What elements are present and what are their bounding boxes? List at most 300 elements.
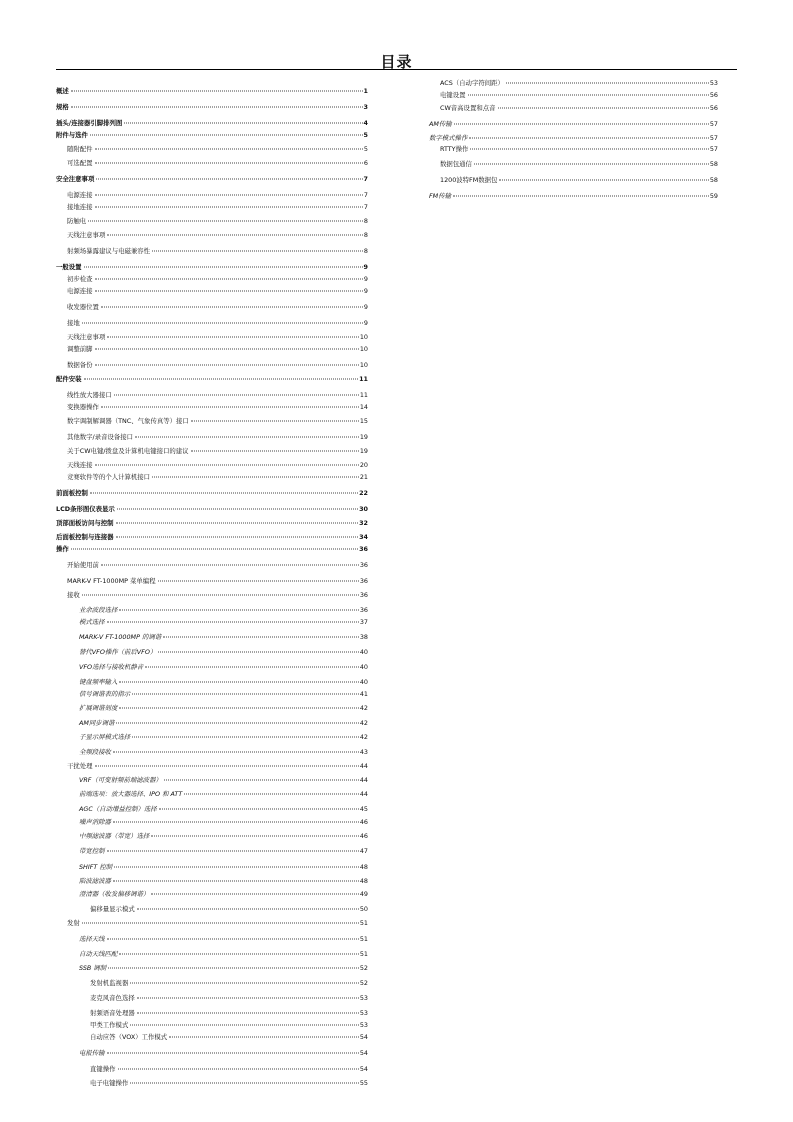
dot-leader [95,365,359,366]
page-title: 目录 [380,53,413,71]
dot-leader [130,1025,359,1026]
toc-entry[interactable] [56,375,368,383]
toc-entry-page-number: 53 [359,1009,368,1017]
toc-entry-page-number: 51 [359,950,368,958]
toc-entry[interactable] [79,890,368,898]
toc-entry-page-number: 40 [359,648,368,656]
toc-entry[interactable] [67,461,368,469]
toc-entry-page-number: 11 [359,375,368,383]
toc-entry-page-number: 51 [359,935,368,943]
toc-entry-label: 关于CW电键/拨盘及计算机电键接口的建议 [67,447,189,455]
toc-entry-label: 陷波滤波器 [79,877,111,885]
toc-entry-label: 1200波特FM数据包 [440,176,498,184]
toc-entry[interactable] [67,159,368,167]
dot-leader [474,164,709,165]
toc-entry[interactable] [440,104,718,112]
toc-entry[interactable] [79,678,368,686]
dot-leader [71,549,358,550]
dot-leader [107,622,359,623]
toc-entry[interactable] [90,1009,368,1017]
dot-leader [137,998,359,999]
toc-entry-label: 电键设置 [440,91,466,99]
toc-entry-page-number: 8 [363,247,368,255]
toc-entry-label: 开始使用前 [67,561,99,569]
toc-entry-label: 电报传输 [79,1049,105,1057]
toc-entry-page-number: 10 [359,333,368,341]
dot-leader [116,523,359,524]
toc-entry-label: 顶部面板访问与控制 [56,519,114,527]
toc-entry-label: 偏移量显示模式 [90,905,135,913]
toc-entry-page-number: 46 [359,818,368,826]
dot-leader [470,149,709,150]
dot-leader [95,279,363,280]
toc-entry[interactable] [79,618,368,626]
toc-entry[interactable] [67,391,368,399]
dot-leader [164,780,359,781]
toc-entry-page-number: 8 [363,231,368,239]
toc-entry-page-number: 8 [363,217,368,225]
toc-entry[interactable] [79,663,368,671]
dot-leader [107,851,359,852]
toc-entry[interactable] [90,1079,368,1087]
toc-entry-label: 业余波段选择 [79,606,118,614]
toc-entry[interactable] [56,119,368,127]
toc-entry-page-number: 15 [359,417,368,425]
toc-entry-label: 麦克风音色选择 [90,994,135,1002]
toc-entry-label: 键盘频率输入 [79,678,118,686]
toc-entry-page-number: 53 [709,79,718,87]
toc-entry[interactable] [429,192,718,200]
toc-entry[interactable] [67,473,368,481]
toc-entry-label: SHIFT 控制 [79,863,113,871]
toc-entry[interactable] [79,805,368,813]
toc-entry[interactable] [79,606,368,614]
toc-entry-page-number: 5 [363,131,368,139]
toc-entry[interactable] [67,919,368,927]
toc-entry[interactable] [67,591,368,599]
toc-entry-page-number: 57 [709,120,718,128]
toc-entry-page-number: 47 [359,847,368,855]
toc-entry-page-number: 9 [363,275,368,283]
toc-entry-page-number: 45 [359,805,368,813]
toc-entry[interactable] [67,417,368,425]
toc-entry-page-number: 42 [359,704,368,712]
toc-entry[interactable] [67,287,368,295]
toc-entry-page-number: 44 [359,776,368,784]
toc-entry-page-number: 36 [359,545,368,553]
toc-entry-page-number: 59 [709,192,718,200]
toc-entry-label: 模式选择 [79,618,105,626]
toc-entry-label: 前面板控制 [56,489,88,497]
toc-entry-page-number: 54 [359,1065,368,1073]
toc-entry-label: VRF（可变射频前端滤波器） [79,776,162,784]
toc-entry-page-number: 43 [359,748,368,756]
toc-entry-label: 防触电 [67,217,87,225]
toc-entry-label: 天线注意事项 [67,333,106,341]
toc-entry-page-number: 48 [359,863,368,871]
dot-leader [71,107,363,108]
toc-entry-label: 配件安装 [56,375,82,383]
dot-leader [107,337,359,338]
toc-entry-page-number: 1 [363,87,368,95]
toc-entry-page-number: 54 [359,1033,368,1041]
dot-leader [113,881,359,882]
toc-entry[interactable] [67,577,368,585]
toc-entry-label: 接收 [67,591,80,599]
dot-leader [107,235,363,236]
toc-entry-page-number: 32 [359,519,368,527]
toc-entry-label: 甲类工作模式 [90,1021,129,1029]
toc-entry[interactable] [79,748,368,756]
toc-entry-label: 初步检查 [67,275,93,283]
dot-leader [119,708,359,709]
toc-entry[interactable] [440,160,718,168]
toc-entry-label: RTTY操作 [440,145,469,153]
dot-leader [96,179,362,180]
toc-entry-label: 附件与选件 [56,131,88,139]
toc-entry-page-number: 44 [359,790,368,798]
toc-entry[interactable] [79,964,368,972]
dot-leader [118,1069,359,1070]
toc-entry[interactable] [67,433,368,441]
dot-leader [107,939,359,940]
toc-entry[interactable] [67,345,368,353]
dot-leader [116,723,358,724]
dot-leader [130,983,359,984]
toc-entry[interactable] [67,275,368,283]
toc-entry[interactable] [440,79,718,87]
dot-leader [132,737,359,738]
dot-leader [119,610,359,611]
dot-leader [119,954,359,955]
toc-entry[interactable] [67,762,368,770]
toc-entry-page-number: 55 [359,1079,368,1087]
dot-leader [124,123,362,124]
dot-leader [152,477,359,478]
toc-entry-label: 射频语音处理器 [90,1009,135,1017]
toc-entry-page-number: 44 [359,762,368,770]
dot-leader [114,867,359,868]
toc-entry-page-number: 37 [359,618,368,626]
dot-leader [84,379,359,380]
toc-entry-label: 全频段接收 [79,748,111,756]
toc-entry[interactable] [67,319,368,327]
toc-entry[interactable] [79,776,368,784]
toc-entry-page-number: 53 [359,1021,368,1029]
toc-entry[interactable] [67,447,368,455]
toc-entry-page-number: 41 [359,690,368,698]
dot-leader [151,836,359,837]
toc-entry-label: CW音高设置和点音 [440,104,496,112]
toc-entry-page-number: 5 [363,145,368,153]
dot-leader [506,83,709,84]
toc-entry[interactable] [56,545,368,553]
toc-entry-label: ACS（自动字符间距） [440,79,504,87]
toc-entry-page-number: 56 [709,91,718,99]
toc-entry[interactable] [79,877,368,885]
dot-leader [184,794,359,795]
dot-leader [191,421,359,422]
dot-leader [137,909,359,910]
toc-entry-label: 前端选项：放大器选择、IPO 和 ATT [79,790,183,798]
toc-entry[interactable] [56,533,368,541]
toc-entry-label: 数字调制解调器（TNC、气象传真等）接口 [67,417,189,425]
toc-entry[interactable] [67,203,368,211]
dot-leader [95,207,363,208]
toc-entry-label: 接地连接 [67,203,93,211]
toc-entry-page-number: 42 [359,733,368,741]
dot-leader [108,968,359,969]
dot-leader [116,537,359,538]
toc-entry-label: AM传输 [429,120,452,128]
dot-leader [158,581,359,582]
toc-entry-page-number: 3 [363,103,368,111]
toc-entry-page-number: 11 [359,391,368,399]
toc-entry-page-number: 53 [359,994,368,1002]
dot-leader [82,923,359,924]
toc-entry-label: 安全注意事项 [56,175,95,183]
toc-entry-label: 后面板控制与连接器 [56,533,114,541]
dot-leader [130,1083,359,1084]
toc-entry[interactable] [79,1049,368,1057]
toc-entry-label: 电源连接 [67,287,93,295]
toc-entry[interactable] [440,145,718,153]
toc-entry-label: MARK-V FT-1000MP 的调谐 [79,633,162,641]
toc-entry[interactable] [67,247,368,255]
dot-leader [119,682,359,683]
toc-entry-label: 发射 [67,919,80,927]
toc-entry[interactable] [56,519,368,527]
toc-entry[interactable] [67,217,368,225]
toc-entry-label: 天线注意事项 [67,231,106,239]
dot-leader [453,196,709,197]
toc-entry-page-number: 51 [359,919,368,927]
dot-leader [114,395,359,396]
toc-entry-label: FM传输 [429,192,451,200]
toc-entry[interactable] [56,131,368,139]
toc-entry[interactable] [67,403,368,411]
toc-entry[interactable] [429,134,718,142]
toc-entry-label: LCD条形图仪表显示 [56,505,115,513]
dot-leader [71,91,363,92]
toc-entry-page-number: 4 [363,119,368,127]
toc-entry[interactable] [79,790,368,798]
toc-entry[interactable] [90,1021,368,1029]
toc-entry-page-number: 9 [363,263,368,271]
toc-entry[interactable] [440,176,718,184]
toc-entry[interactable] [67,333,368,341]
toc-entry-page-number: 9 [363,303,368,311]
toc-entry-page-number: 7 [363,203,368,211]
dot-leader [95,163,363,164]
toc-entry[interactable] [67,361,368,369]
toc-entry-page-number: 54 [359,1049,368,1057]
toc-entry-page-number: 38 [359,633,368,641]
toc-entry[interactable] [67,145,368,153]
toc-entry-label: 电子电键操作 [90,1079,129,1087]
toc-entry-label: 收发器位置 [67,303,99,311]
toc-entry-page-number: 48 [359,877,368,885]
toc-entry-page-number: 36 [359,577,368,585]
toc-entry-label: 随附配件 [67,145,93,153]
toc-entry-label: 其他数字/录音设备接口 [67,433,134,441]
toc-entry-label: 电源连接 [67,191,93,199]
toc-entry-label: AM同步调谐 [79,719,115,727]
toc-entry[interactable] [90,1065,368,1073]
dot-leader [151,894,359,895]
toc-entry-page-number: 7 [363,191,368,199]
toc-entry[interactable] [79,704,368,712]
toc-entry-label: 自动天线匹配 [79,950,118,958]
toc-entry-label: AGC（自动增益控制）选择 [79,805,157,813]
dot-leader [90,135,363,136]
toc-entry-page-number: 10 [359,345,368,353]
toc-entry[interactable] [56,175,368,183]
toc-entry[interactable] [56,489,368,497]
toc-entry-page-number: 21 [359,473,368,481]
dot-leader [117,509,358,510]
toc-entry-label: 干扰处理 [67,762,93,770]
dot-leader [152,251,363,252]
toc-entry[interactable] [56,87,368,95]
dot-leader [132,694,359,695]
title-rule [56,69,737,70]
toc-entry-label: 接地 [67,319,80,327]
toc-entry-label: 数据备份 [67,361,93,369]
toc-entry-page-number: 40 [359,678,368,686]
toc-entry-label: 竞赛软件等的个人计算机接口 [67,473,151,481]
toc-entry[interactable] [79,818,368,826]
dot-leader [82,323,363,324]
toc-entry-page-number: 52 [359,964,368,972]
dot-leader [169,1037,359,1038]
dot-leader [101,565,359,566]
toc-entry-page-number: 14 [359,403,368,411]
toc-entry-page-number: 10 [359,361,368,369]
toc-entry-label: 信号调谐表的指示 [79,690,131,698]
toc-entry[interactable] [79,719,368,727]
toc-entry-label: 发射机监视器 [90,979,129,987]
dot-leader [137,1013,359,1014]
toc-entry-label: 带宽控制 [79,847,105,855]
dot-leader [90,493,358,494]
toc-entry-label: 插头/连接器引脚排列图 [56,119,123,127]
toc-entry-label: 数据包通信 [440,160,472,168]
toc-entry-page-number: 7 [363,175,368,183]
toc-entry-label: 直键操作 [90,1065,116,1073]
toc-entry[interactable] [79,863,368,871]
toc-entry-page-number: 56 [709,104,718,112]
toc-entry[interactable] [79,648,368,656]
dot-leader [498,108,709,109]
toc-entry[interactable] [67,561,368,569]
toc-entry-page-number: 58 [709,160,718,168]
dot-leader [84,267,363,268]
dot-leader [454,124,709,125]
toc-entry-page-number: 19 [359,447,368,455]
dot-leader [159,809,359,810]
dot-leader [468,95,709,96]
toc-entry-label: 一般设置 [56,263,82,271]
toc-entry-label: 数字模式操作 [429,134,468,142]
dot-leader [95,349,359,350]
toc-entry-page-number: 36 [359,591,368,599]
toc-entry-label: 天线连接 [67,461,93,469]
dot-leader [158,652,359,653]
toc-entry[interactable] [440,91,718,99]
toc-entry-label: VFO选择与接收机静音 [79,663,144,671]
toc-entry-label: 调整前脚 [67,345,93,353]
toc-entry[interactable] [90,1033,368,1041]
toc-entry-label: 扩展调谐刻度 [79,704,118,712]
toc-entry[interactable] [56,103,368,111]
toc-entry-label: 射频场暴露建议与电磁兼容性 [67,247,151,255]
toc-entry-label: 变换器操作 [67,403,99,411]
toc-entry[interactable] [79,935,368,943]
toc-entry[interactable] [90,994,368,1002]
toc-entry-label: SSB 调制 [79,964,107,972]
dot-leader [469,138,709,139]
toc-entry-label: 概述 [56,87,69,95]
toc-entry-label: 噪声消除器 [79,818,111,826]
toc-entry-label: 子显示屏模式选择 [79,733,131,741]
toc-entry[interactable] [79,733,368,741]
dot-leader [113,822,359,823]
toc-entry[interactable] [79,690,368,698]
toc-entry[interactable] [56,263,368,271]
dot-leader [107,1053,359,1054]
toc-entry-page-number: 22 [359,489,368,497]
toc-entry-page-number: 46 [359,832,368,840]
toc-entry[interactable] [67,191,368,199]
toc-entry-page-number: 19 [359,433,368,441]
toc-entry-page-number: 52 [359,979,368,987]
dot-leader [95,149,363,150]
toc-entry-page-number: 40 [359,663,368,671]
toc-entry-page-number: 9 [363,319,368,327]
toc-entry-label: 澄清器（收发偏移调谐） [79,890,150,898]
toc-entry-page-number: 6 [363,159,368,167]
dot-leader [82,595,359,596]
toc-entry[interactable] [429,120,718,128]
toc-entry-page-number: 36 [359,606,368,614]
toc-entry-page-number: 57 [709,145,718,153]
toc-entry[interactable] [67,231,368,239]
toc-entry[interactable] [56,505,368,513]
toc-entry[interactable] [79,847,368,855]
dot-leader [163,637,359,638]
toc-entry-label: 自动应答（VOX）工作模式 [90,1033,168,1041]
toc-entry[interactable] [90,905,368,913]
toc-entry[interactable] [90,979,368,987]
dot-leader [135,437,359,438]
toc-entry-label: 线性放大器接口 [67,391,112,399]
toc-entry[interactable] [79,633,368,641]
toc-entry[interactable] [67,303,368,311]
dot-leader [499,180,708,181]
toc-entry-page-number: 20 [359,461,368,469]
toc-entry[interactable] [79,950,368,958]
dot-leader [113,752,359,753]
toc-entry-page-number: 36 [359,561,368,569]
toc-entry-page-number: 58 [709,176,718,184]
dot-leader [101,307,363,308]
toc-entry-page-number: 34 [359,533,368,541]
toc-entry-page-number: 49 [359,890,368,898]
toc-entry-label: 替代VFO操作（前后VFO） [79,648,157,656]
toc-entry-label: 选择天线 [79,935,105,943]
toc-entry[interactable] [79,832,368,840]
